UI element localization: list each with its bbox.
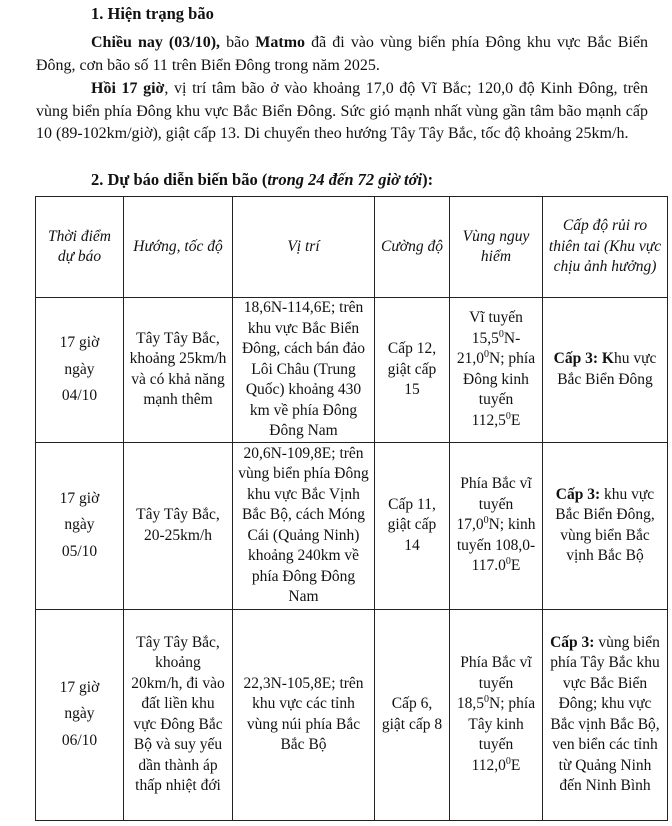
risk-level-label: Cấp 3: K bbox=[553, 350, 614, 368]
cell-direction: Tây Tây Bắc, khoảng 25km/h và có khả năng mạnh thêm bbox=[124, 298, 233, 443]
degree-sup: 0 bbox=[505, 556, 511, 568]
danger-part: kinh tuyến bbox=[478, 370, 529, 409]
section-2-heading-text: 2. Dự báo diễn biến bão ( bbox=[91, 170, 268, 189]
danger-part: E bbox=[510, 557, 521, 575]
danger-part: N; bbox=[489, 695, 505, 712]
cell-danger-zone bbox=[450, 442, 543, 609]
p1-text-b: đã đi vào vùng biển phía Đông khu vực Bắc Biển Đông, cơn bão số 11 trên Biển Đông trong năm 2025. bbox=[36, 34, 648, 74]
danger-part: 21,0 bbox=[456, 350, 485, 368]
risk-level-label: Cấp 3: bbox=[555, 485, 601, 503]
danger-part: 15,5 bbox=[471, 329, 499, 347]
storm-name: Matmo bbox=[255, 34, 306, 51]
p1-text-a: bão bbox=[220, 34, 256, 51]
time-day-label: ngày bbox=[64, 516, 95, 534]
table-row bbox=[36, 298, 668, 443]
cell-position: 20,6N-109,8E; trên vùng biển phía Đông khu vực Bắc Vịnh Bắc Bộ, cách Móng Cái (Quảng Ninh) khoảng 240km về phía Đông Đông Nam bbox=[233, 442, 375, 609]
danger-part: N; bbox=[489, 350, 505, 368]
degree-sup: 0 bbox=[498, 328, 504, 340]
date-lead: Chiều nay (03/10), bbox=[91, 34, 221, 51]
danger-part: 112,5 bbox=[471, 411, 506, 429]
header-position: Vị trí bbox=[233, 197, 375, 298]
header-intensity: Cường độ bbox=[375, 197, 450, 298]
time-hour: 17 giờ bbox=[59, 489, 100, 507]
header-risk-level: Cấp độ rủi ro thiên tai (Khu vực chịu ảnh hưởng) bbox=[543, 197, 668, 298]
time-lead: Hồi 17 giờ bbox=[91, 80, 165, 97]
cell-time bbox=[36, 609, 124, 820]
risk-level-label: Cấp 3: bbox=[550, 633, 595, 651]
cell-direction: Tây Tây Bắc, khoảng 20km/h, đi vào đất liền khu vực Đông Bắc Bộ và suy yếu dần thành áp thấp nhiệt đới bbox=[124, 609, 233, 820]
time-date: 06/10 bbox=[61, 731, 98, 749]
cell-danger-zone bbox=[450, 298, 543, 443]
degree-sup: 0 bbox=[505, 410, 511, 422]
cell-direction: Tây Tây Bắc, 20-25km/h bbox=[124, 442, 233, 609]
degree-sup: 0 bbox=[505, 755, 511, 767]
cell-position: 22,3N-105,8E; trên khu vực các tỉnh vùng núi phía Bắc Bắc Bộ bbox=[233, 609, 375, 820]
degree-sup: 0 bbox=[483, 515, 489, 527]
header-direction: Hướng, tốc độ bbox=[124, 197, 233, 298]
cell-intensity: Cấp 11, giật cấp 14 bbox=[375, 442, 450, 609]
risk-area: hu vực Bắc Biển Đông bbox=[557, 350, 657, 388]
table-row bbox=[36, 442, 668, 609]
time-day-label: ngày bbox=[64, 360, 95, 378]
table-header-row bbox=[36, 197, 668, 298]
cell-risk-level bbox=[543, 609, 668, 820]
header-time: Thời điểm dự báo bbox=[36, 197, 124, 298]
danger-part: 112,0 bbox=[471, 756, 506, 774]
section-2-heading-italic: trong 24 đến 72 giờ tới bbox=[267, 170, 423, 189]
time-hour: 17 giờ bbox=[59, 678, 100, 696]
section-2-heading-end: ): bbox=[422, 170, 434, 189]
danger-part: kinh tuyến bbox=[456, 516, 536, 554]
forecast-table bbox=[35, 196, 668, 821]
section-1-heading: 1. Hiện trạng bão bbox=[91, 4, 214, 23]
header-danger-zone: Vùng nguy hiểm bbox=[450, 197, 543, 298]
time-date: 05/10 bbox=[61, 542, 98, 560]
danger-part: phía Tây kinh tuyến bbox=[468, 695, 536, 753]
cell-risk-level bbox=[543, 298, 668, 443]
cell-danger-zone bbox=[450, 609, 543, 820]
cell-intensity: Cấp 12, giật cấp 15 bbox=[375, 298, 450, 443]
cell-intensity: Cấp 6, giật cấp 8 bbox=[375, 609, 450, 820]
danger-part: 108,0- bbox=[495, 536, 536, 554]
danger-part: Phía Bắc vĩ tuyến bbox=[460, 475, 532, 513]
paragraph-current-status bbox=[36, 32, 648, 77]
degree-sup: 0 bbox=[484, 693, 490, 705]
danger-part: N- bbox=[503, 329, 521, 347]
danger-part: N; bbox=[488, 516, 505, 534]
danger-part: 17,0 bbox=[456, 516, 484, 534]
cell-risk-level bbox=[543, 442, 668, 609]
p2-text: , vị trí tâm bão ở vào khoảng 17,0 độ Vĩ Bắc; 120,0 độ Kinh Đông, trên vùng biển phía Đông khu vực Bắc Biển Đông. Sức gió mạnh nhất vùng gần tâm bão mạnh cấp 10 (89-102km/giờ), giật cấp 13. Di chuyển theo hướng Tây Tây Bắc, tốc độ khoảng 25km/h. bbox=[36, 80, 648, 142]
cell-time bbox=[36, 442, 124, 609]
section-2-heading bbox=[91, 170, 433, 190]
danger-part: E bbox=[510, 411, 521, 429]
danger-part: phía Đông bbox=[463, 350, 536, 388]
danger-part: 117.0 bbox=[471, 557, 506, 575]
paragraph-position bbox=[36, 78, 648, 146]
risk-area: vùng biển phía Tây Bắc khu vực Bắc Biển Đông; khu vực Bắc vịnh Bắc Bộ, ven biển các tỉnh từ Quảng Ninh đến Ninh Bình bbox=[550, 633, 660, 794]
cell-position: 18,6N-114,6E; trên khu vực Bắc Biển Đông, cách bán đảo Lôi Châu (Trung Quốc) khoảng 430 km về phía Đông Đông Nam bbox=[233, 298, 375, 443]
time-date: 04/10 bbox=[61, 387, 98, 404]
danger-part: 18,5 bbox=[456, 695, 485, 712]
time-day-label: ngày bbox=[64, 705, 95, 723]
table-row bbox=[36, 609, 668, 820]
time-hour: 17 giờ bbox=[59, 334, 100, 351]
danger-part: Phía Bắc vĩ tuyến bbox=[460, 654, 532, 692]
danger-part: Vĩ tuyến bbox=[469, 309, 523, 327]
risk-area: khu vực Bắc Biển Đông, vùng biển Bắc vịnh Bắc Bộ bbox=[555, 485, 655, 564]
degree-sup: 0 bbox=[484, 349, 490, 361]
cell-time bbox=[36, 298, 124, 443]
danger-part: E bbox=[510, 756, 521, 774]
